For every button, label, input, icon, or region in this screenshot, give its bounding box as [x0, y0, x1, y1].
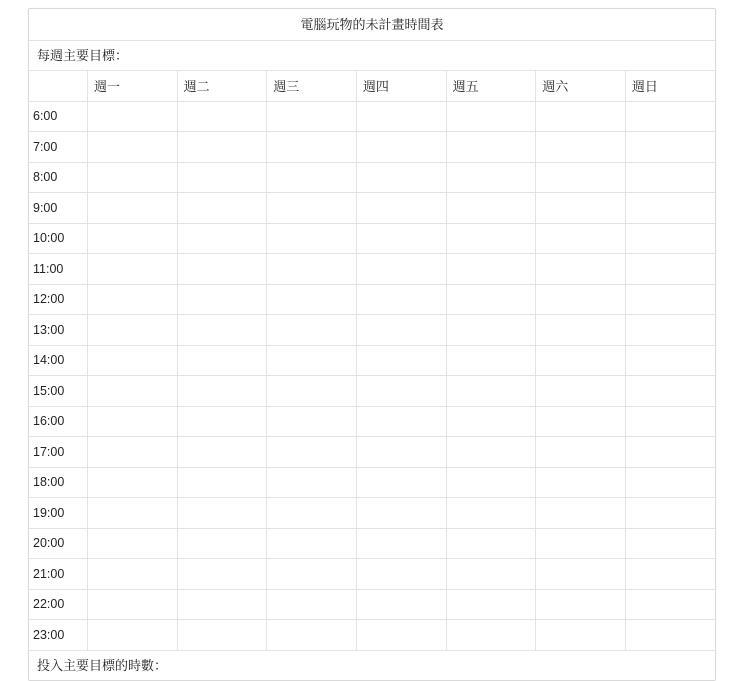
- slot-cell[interactable]: [88, 193, 178, 224]
- slot-cell[interactable]: [536, 620, 626, 650]
- day-header-fri: 週五: [446, 71, 536, 101]
- slot-cell[interactable]: [625, 132, 715, 163]
- slot-cell[interactable]: [177, 101, 267, 132]
- slot-cell[interactable]: [446, 498, 536, 529]
- slot-cell[interactable]: [356, 223, 446, 254]
- slot-cell[interactable]: [177, 132, 267, 163]
- slot-cell[interactable]: [177, 223, 267, 254]
- slot-cell[interactable]: [267, 101, 357, 132]
- table-row: [29, 559, 715, 590]
- slot-cell[interactable]: [356, 467, 446, 498]
- slot-cell[interactable]: [356, 132, 446, 163]
- slot-cell[interactable]: [177, 162, 267, 193]
- table-row: [29, 223, 715, 254]
- slot-cell[interactable]: [177, 589, 267, 620]
- slot-cell[interactable]: [267, 437, 357, 468]
- day-header-wed: 週三: [267, 71, 357, 101]
- slot-cell[interactable]: [177, 254, 267, 285]
- slot-cell[interactable]: [177, 498, 267, 529]
- slot-cell[interactable]: [356, 162, 446, 193]
- slot-cell[interactable]: [88, 528, 178, 559]
- slot-cell[interactable]: [446, 254, 536, 285]
- slot-cell[interactable]: [536, 132, 626, 163]
- slot-cell[interactable]: [446, 406, 536, 437]
- slot-cell[interactable]: [446, 620, 536, 650]
- day-header-tue: 週二: [177, 71, 267, 101]
- slot-cell[interactable]: [177, 376, 267, 407]
- slot-cell[interactable]: [177, 315, 267, 346]
- slot-cell[interactable]: [536, 437, 626, 468]
- slot-cell[interactable]: [625, 315, 715, 346]
- slot-cell[interactable]: [88, 284, 178, 315]
- slot-cell[interactable]: [356, 498, 446, 529]
- slot-cell[interactable]: [88, 589, 178, 620]
- slot-cell[interactable]: [177, 284, 267, 315]
- slot-cell[interactable]: [446, 437, 536, 468]
- slot-cell[interactable]: [536, 559, 626, 590]
- slot-cell[interactable]: [88, 345, 178, 376]
- slot-cell[interactable]: [536, 498, 626, 529]
- slot-cell[interactable]: [88, 559, 178, 590]
- slot-cell[interactable]: [625, 193, 715, 224]
- hour-label: 18:00: [29, 467, 88, 498]
- slot-cell[interactable]: [88, 101, 178, 132]
- day-header-thu: 週四: [356, 71, 446, 101]
- slot-cell[interactable]: [625, 406, 715, 437]
- slot-cell[interactable]: [536, 376, 626, 407]
- table-row: [29, 620, 715, 650]
- hour-label: 15:00: [29, 376, 88, 407]
- slot-cell[interactable]: [446, 101, 536, 132]
- slot-cell[interactable]: [267, 528, 357, 559]
- slot-cell[interactable]: [356, 315, 446, 346]
- table-row: [29, 162, 715, 193]
- slot-cell[interactable]: [536, 193, 626, 224]
- slot-cell[interactable]: [267, 345, 357, 376]
- slot-cell[interactable]: [88, 376, 178, 407]
- slot-cell[interactable]: [625, 589, 715, 620]
- slot-cell[interactable]: [177, 437, 267, 468]
- slot-cell[interactable]: [356, 528, 446, 559]
- slot-cell[interactable]: [88, 223, 178, 254]
- slot-cell[interactable]: [88, 406, 178, 437]
- slot-cell[interactable]: [446, 284, 536, 315]
- slot-cell[interactable]: [625, 437, 715, 468]
- table-row: [29, 467, 715, 498]
- table-row: [29, 528, 715, 559]
- slot-cell[interactable]: [446, 528, 536, 559]
- slot-cell[interactable]: [625, 345, 715, 376]
- schedule-sheet: [28, 8, 716, 681]
- slot-cell[interactable]: [536, 315, 626, 346]
- hour-label: 8:00: [29, 162, 88, 193]
- table-row: [29, 193, 715, 224]
- slot-cell[interactable]: [88, 132, 178, 163]
- slot-cell[interactable]: [625, 162, 715, 193]
- slot-cell[interactable]: [356, 345, 446, 376]
- schedule-table: [29, 71, 715, 650]
- slot-cell[interactable]: [625, 467, 715, 498]
- hour-label: 10:00: [29, 223, 88, 254]
- slot-cell[interactable]: [88, 620, 178, 650]
- slot-cell[interactable]: [446, 559, 536, 590]
- slot-cell[interactable]: [177, 528, 267, 559]
- hour-label: 20:00: [29, 528, 88, 559]
- slot-cell[interactable]: [356, 284, 446, 315]
- slot-cell[interactable]: [267, 620, 357, 650]
- slot-cell[interactable]: [88, 315, 178, 346]
- day-header-sun: 週日: [625, 71, 715, 101]
- slot-cell[interactable]: [625, 254, 715, 285]
- slot-cell[interactable]: [625, 101, 715, 132]
- hour-label: 22:00: [29, 589, 88, 620]
- table-row: [29, 284, 715, 315]
- slot-cell[interactable]: [356, 437, 446, 468]
- hour-label: 6:00: [29, 101, 88, 132]
- slot-cell[interactable]: [267, 315, 357, 346]
- slot-cell[interactable]: [446, 589, 536, 620]
- hour-label: 21:00: [29, 559, 88, 590]
- slot-cell[interactable]: [177, 193, 267, 224]
- slot-cell[interactable]: [446, 193, 536, 224]
- slot-cell[interactable]: [446, 345, 536, 376]
- slot-cell[interactable]: [88, 437, 178, 468]
- slot-cell[interactable]: [625, 223, 715, 254]
- slot-cell[interactable]: [356, 254, 446, 285]
- slot-cell[interactable]: [446, 162, 536, 193]
- day-header-mon: 週一: [88, 71, 178, 101]
- sheet-title: 電腦玩物的未計畫時間表: [29, 9, 715, 41]
- slot-cell[interactable]: [446, 223, 536, 254]
- slot-cell[interactable]: [356, 559, 446, 590]
- slot-cell[interactable]: [88, 254, 178, 285]
- slot-cell[interactable]: [625, 284, 715, 315]
- table-row: [29, 498, 715, 529]
- hour-label: 9:00: [29, 193, 88, 224]
- slot-cell[interactable]: [267, 223, 357, 254]
- slot-cell[interactable]: [625, 498, 715, 529]
- slot-cell[interactable]: [177, 467, 267, 498]
- slot-cell[interactable]: [267, 589, 357, 620]
- slot-cell[interactable]: [356, 101, 446, 132]
- table-header-row: [29, 71, 715, 101]
- slot-cell[interactable]: [177, 406, 267, 437]
- slot-cell[interactable]: [267, 193, 357, 224]
- table-row: [29, 437, 715, 468]
- table-row: [29, 132, 715, 163]
- hour-label: 23:00: [29, 620, 88, 650]
- slot-cell[interactable]: [267, 132, 357, 163]
- day-header-sat: 週六: [536, 71, 626, 101]
- slot-cell[interactable]: [267, 376, 357, 407]
- slot-cell[interactable]: [88, 467, 178, 498]
- corner-header: [29, 71, 88, 101]
- slot-cell[interactable]: [267, 284, 357, 315]
- hour-label: 7:00: [29, 132, 88, 163]
- slot-cell[interactable]: [267, 498, 357, 529]
- slot-cell[interactable]: [446, 315, 536, 346]
- hour-label: 14:00: [29, 345, 88, 376]
- slot-cell[interactable]: [267, 406, 357, 437]
- hour-label: 17:00: [29, 437, 88, 468]
- slot-cell[interactable]: [536, 406, 626, 437]
- slot-cell[interactable]: [446, 132, 536, 163]
- table-row: [29, 406, 715, 437]
- table-row: [29, 345, 715, 376]
- slot-cell[interactable]: [177, 620, 267, 650]
- slot-cell[interactable]: [625, 559, 715, 590]
- hour-label: 19:00: [29, 498, 88, 529]
- slot-cell[interactable]: [536, 223, 626, 254]
- goal-hours-label[interactable]: 投入主要目標的時數：: [29, 650, 715, 680]
- hour-label: 16:00: [29, 406, 88, 437]
- slot-cell[interactable]: [536, 589, 626, 620]
- slot-cell[interactable]: [536, 254, 626, 285]
- slot-cell[interactable]: [356, 376, 446, 407]
- table-row: [29, 101, 715, 132]
- slot-cell[interactable]: [356, 406, 446, 437]
- slot-cell[interactable]: [267, 162, 357, 193]
- weekly-goal-label[interactable]: 每週主要目標：: [29, 41, 715, 71]
- slot-cell[interactable]: [536, 284, 626, 315]
- table-row: [29, 589, 715, 620]
- slot-cell[interactable]: [267, 559, 357, 590]
- slot-cell[interactable]: [88, 498, 178, 529]
- slot-cell[interactable]: [356, 193, 446, 224]
- table-row: [29, 315, 715, 346]
- slot-cell[interactable]: [177, 345, 267, 376]
- slot-cell[interactable]: [625, 528, 715, 559]
- slot-cell[interactable]: [88, 162, 178, 193]
- hour-label: 13:00: [29, 315, 88, 346]
- slot-cell[interactable]: [536, 528, 626, 559]
- hour-label: 11:00: [29, 254, 88, 285]
- slot-cell[interactable]: [536, 345, 626, 376]
- slot-cell[interactable]: [536, 101, 626, 132]
- slot-cell[interactable]: [446, 467, 536, 498]
- slot-cell[interactable]: [536, 162, 626, 193]
- table-row: [29, 254, 715, 285]
- slot-cell[interactable]: [625, 376, 715, 407]
- slot-cell[interactable]: [267, 254, 357, 285]
- slot-cell[interactable]: [446, 376, 536, 407]
- slot-cell[interactable]: [356, 620, 446, 650]
- slot-cell[interactable]: [267, 467, 357, 498]
- slot-cell[interactable]: [625, 620, 715, 650]
- hour-label: 12:00: [29, 284, 88, 315]
- slot-cell[interactable]: [177, 559, 267, 590]
- table-row: [29, 376, 715, 407]
- slot-cell[interactable]: [356, 589, 446, 620]
- slot-cell[interactable]: [536, 467, 626, 498]
